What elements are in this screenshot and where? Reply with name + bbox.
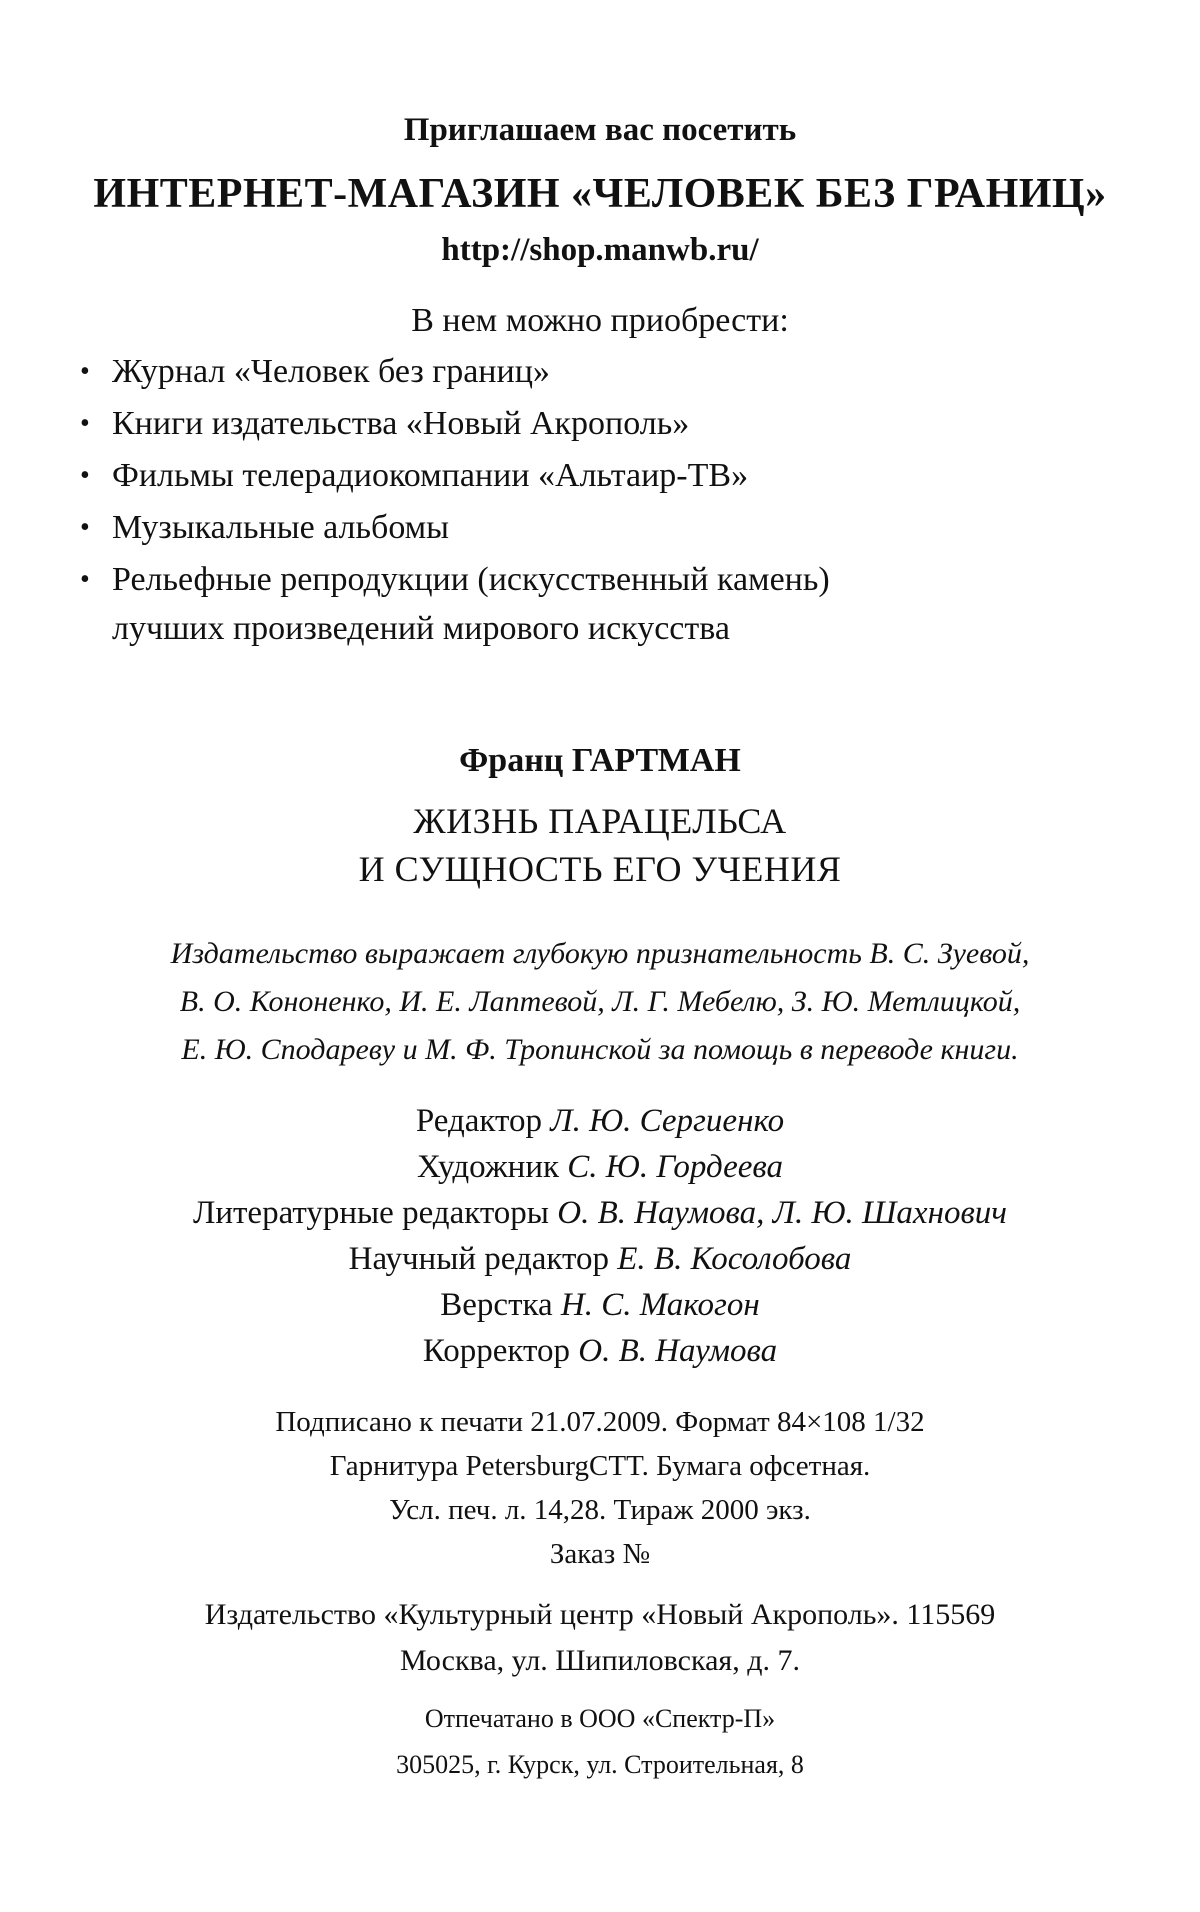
book-title-line-2: И СУЩНОСТЬ ЕГО УЧЕНИЯ: [358, 849, 842, 889]
publisher-info: [0, 1592, 1200, 1684]
publisher-line: Москва, ул. Шипиловская, д. 7.: [399, 1644, 800, 1677]
print-info-line: Подписано к печати 21.07.2009. Формат 84×108 1/32: [275, 1406, 925, 1438]
credit-role: Литературные редакторы: [192, 1195, 549, 1231]
acknowledgement: [72, 930, 1128, 1074]
credit-row: [0, 1282, 1200, 1328]
print-info-line: Заказ №: [549, 1538, 651, 1570]
acknowledgement-line: Издательство выражает глубокую признательность В. С. Зуевой,: [170, 937, 1030, 970]
credit-name: Н. С. Макогон: [560, 1287, 760, 1323]
credit-role: Научный редактор: [348, 1241, 610, 1277]
author-last-name: ГАРТМАН: [571, 742, 741, 779]
acknowledgement-line: В. О. Кононенко, И. Е. Лаптевой, Л. Г. Мебелю, З. Ю. Метлицкой,: [179, 985, 1021, 1018]
list-item: [80, 554, 830, 652]
credit-role: Верстка: [440, 1287, 553, 1323]
credit-row: [0, 1236, 1200, 1282]
acknowledgement-line: Е. Ю. Сподареву и М. Ф. Тропинской за помощь в переводе книги.: [181, 1033, 1019, 1066]
invite-text: Приглашаем вас посетить: [403, 112, 797, 148]
list-item-label: Книги издательства «Новый Акрополь»: [112, 405, 690, 442]
print-info: [0, 1400, 1200, 1576]
list-item: [80, 450, 830, 502]
list-item-label: Журнал «Человек без границ»: [112, 353, 550, 390]
list-item: [80, 502, 830, 554]
credit-row: [0, 1144, 1200, 1190]
credit-name: О. В. Наумова, Л. Ю. Шахнович: [557, 1195, 1008, 1231]
list-item: [80, 346, 830, 398]
products-list: [80, 346, 830, 652]
bullet-icon: •: [80, 356, 90, 387]
credit-row: [0, 1328, 1200, 1374]
credit-role: Корректор: [422, 1333, 570, 1369]
list-item-label: Музыкальные альбомы: [112, 509, 450, 546]
book-author: [0, 742, 1200, 780]
print-info-line: Усл. печ. л. 14,28. Тираж 2000 экз.: [389, 1494, 811, 1526]
shop-url: http://shop.manwb.ru/: [441, 232, 759, 268]
bullet-icon: •: [80, 512, 90, 543]
publisher-line: Издательство «Культурный центр «Новый Акрополь». 115569: [204, 1598, 996, 1631]
bullet-icon: •: [80, 564, 90, 595]
list-item-label: Фильмы телерадиокомпании «Альтаир-ТВ»: [112, 457, 749, 494]
printer-info: [0, 1696, 1200, 1788]
author-first-name: Франц: [459, 742, 564, 779]
bullet-icon: •: [80, 408, 90, 439]
credit-name: Е. В. Косолобова: [617, 1241, 852, 1277]
credit-name: С. Ю. Гордеева: [567, 1149, 783, 1185]
list-item-label: Рельефные репродукции (искусственный камень): [112, 561, 830, 598]
book-title-line-1: ЖИЗНЬ ПАРАЦЕЛЬСА: [413, 801, 787, 841]
credits: [0, 1098, 1200, 1374]
shop-name-heading: ИНТЕРНЕТ-МАГАЗИН «ЧЕЛОВЕК БЕЗ ГРАНИЦ»: [93, 171, 1107, 217]
credit-name: Л. Ю. Сергиенко: [550, 1103, 785, 1139]
printer-line: 305025, г. Курск, ул. Строительная, 8: [396, 1750, 804, 1779]
credit-row: [0, 1098, 1200, 1144]
bullet-icon: •: [80, 460, 90, 491]
list-item-continuation: лучших произведений мирового искусства: [112, 610, 730, 647]
print-info-line: Гарнитура PetersburgCTT. Бумага офсетная.: [329, 1450, 871, 1482]
credit-row: [0, 1190, 1200, 1236]
list-item: [80, 398, 830, 450]
printer-line: Отпечатано в ООО «Спектр-П»: [424, 1704, 776, 1733]
credit-role: Художник: [417, 1149, 560, 1185]
credit-name: О. В. Наумова: [578, 1333, 778, 1369]
can-buy-text: В нем можно приобрести:: [411, 302, 789, 339]
credit-role: Редактор: [415, 1103, 543, 1139]
